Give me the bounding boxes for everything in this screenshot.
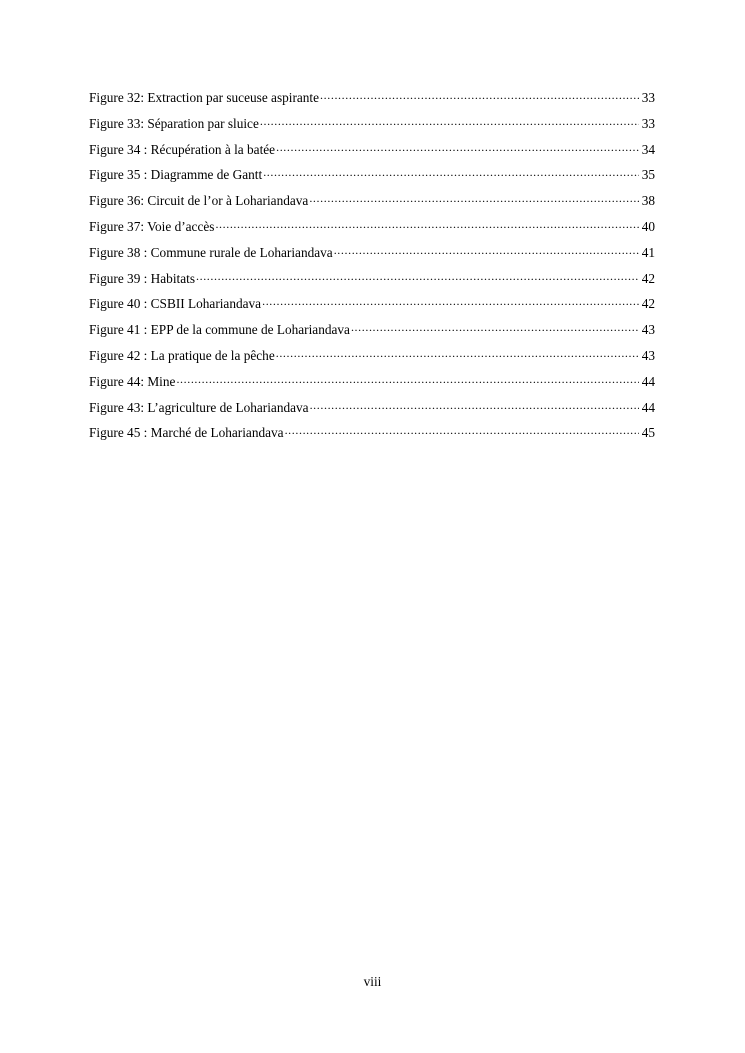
toc-entry-figure-41[interactable] [89, 320, 655, 346]
toc-entry-page: 43 [641, 322, 655, 338]
toc-entry-page: 41 [641, 244, 655, 260]
dot-leader [309, 192, 639, 205]
dot-leader [334, 243, 639, 256]
dot-leader [262, 295, 639, 308]
toc-entry-page: 44 [641, 399, 655, 415]
toc-entry-page: 34 [641, 141, 655, 157]
toc-entry-figure-44[interactable] [89, 372, 655, 398]
toc-entry-title: Figure 44: Mine [89, 373, 176, 389]
toc-entry-title: Figure 34 : Récupération à la batée [89, 141, 276, 157]
toc-entry-figure-32[interactable] [89, 88, 655, 114]
toc-entry-figure-36[interactable] [89, 191, 655, 217]
toc-entry-title: Figure 36: Circuit de l’or à Lohariandava [89, 193, 309, 209]
toc-entry-title: Figure 42 : La pratique de la pêche [89, 347, 275, 363]
toc-entry-figure-45[interactable] [89, 423, 655, 449]
toc-entry-page: 35 [641, 167, 655, 183]
dot-leader [176, 372, 639, 385]
toc-entry-title: Figure 43: L’agriculture de Lohariandava [89, 399, 309, 415]
dot-leader [276, 140, 639, 153]
dot-leader [263, 166, 639, 179]
toc-entry-figure-38[interactable] [89, 243, 655, 269]
toc-entry-title: Figure 38 : Commune rurale de Lohariandava [89, 244, 333, 260]
toc-entry-title: Figure 40 : CSBII Lohariandava [89, 296, 262, 312]
toc-entry-page: 42 [641, 296, 655, 312]
toc-entry-figure-33[interactable] [89, 114, 655, 140]
toc-entry-figure-34[interactable] [89, 140, 655, 166]
toc-entry-figure-42[interactable] [89, 346, 655, 372]
toc-entry-figure-39[interactable] [89, 269, 655, 295]
toc-entry-figure-35[interactable] [89, 165, 655, 191]
dot-leader [196, 269, 639, 282]
dot-leader [260, 115, 639, 128]
toc-entry-page: 45 [641, 425, 655, 441]
table-of-figures [89, 88, 655, 449]
toc-entry-title: Figure 45 : Marché de Lohariandava [89, 425, 284, 441]
dot-leader [320, 89, 639, 102]
dot-leader [285, 424, 639, 437]
toc-entry-title: Figure 33: Séparation par sluice [89, 115, 259, 131]
toc-entry-title: Figure 41 : EPP de la commune de Lohariandava [89, 322, 350, 338]
toc-entry-title: Figure 39 : Habitats [89, 270, 195, 286]
toc-entry-page: 44 [641, 373, 655, 389]
page-number: viii [363, 974, 382, 989]
toc-entry-figure-43[interactable] [89, 398, 655, 424]
toc-entry-figure-40[interactable] [89, 294, 655, 320]
toc-entry-title: Figure 37: Voie d’accès [89, 218, 215, 234]
toc-entry-title: Figure 32: Extraction par suceuse aspirante [89, 90, 320, 105]
toc-entry-page: 40 [641, 218, 655, 234]
dot-leader [215, 218, 639, 231]
toc-entry-page: 42 [641, 270, 655, 286]
dot-leader [310, 398, 639, 411]
toc-entry-page: 33 [641, 115, 655, 131]
toc-entry-page: 43 [641, 347, 655, 363]
toc-entry-figure-37[interactable] [89, 217, 655, 243]
toc-entry-page: 33 [641, 90, 655, 105]
toc-entry-title: Figure 35 : Diagramme de Gantt [89, 167, 263, 183]
dot-leader [276, 347, 639, 360]
dot-leader [351, 321, 639, 334]
toc-entry-page: 38 [641, 193, 655, 209]
